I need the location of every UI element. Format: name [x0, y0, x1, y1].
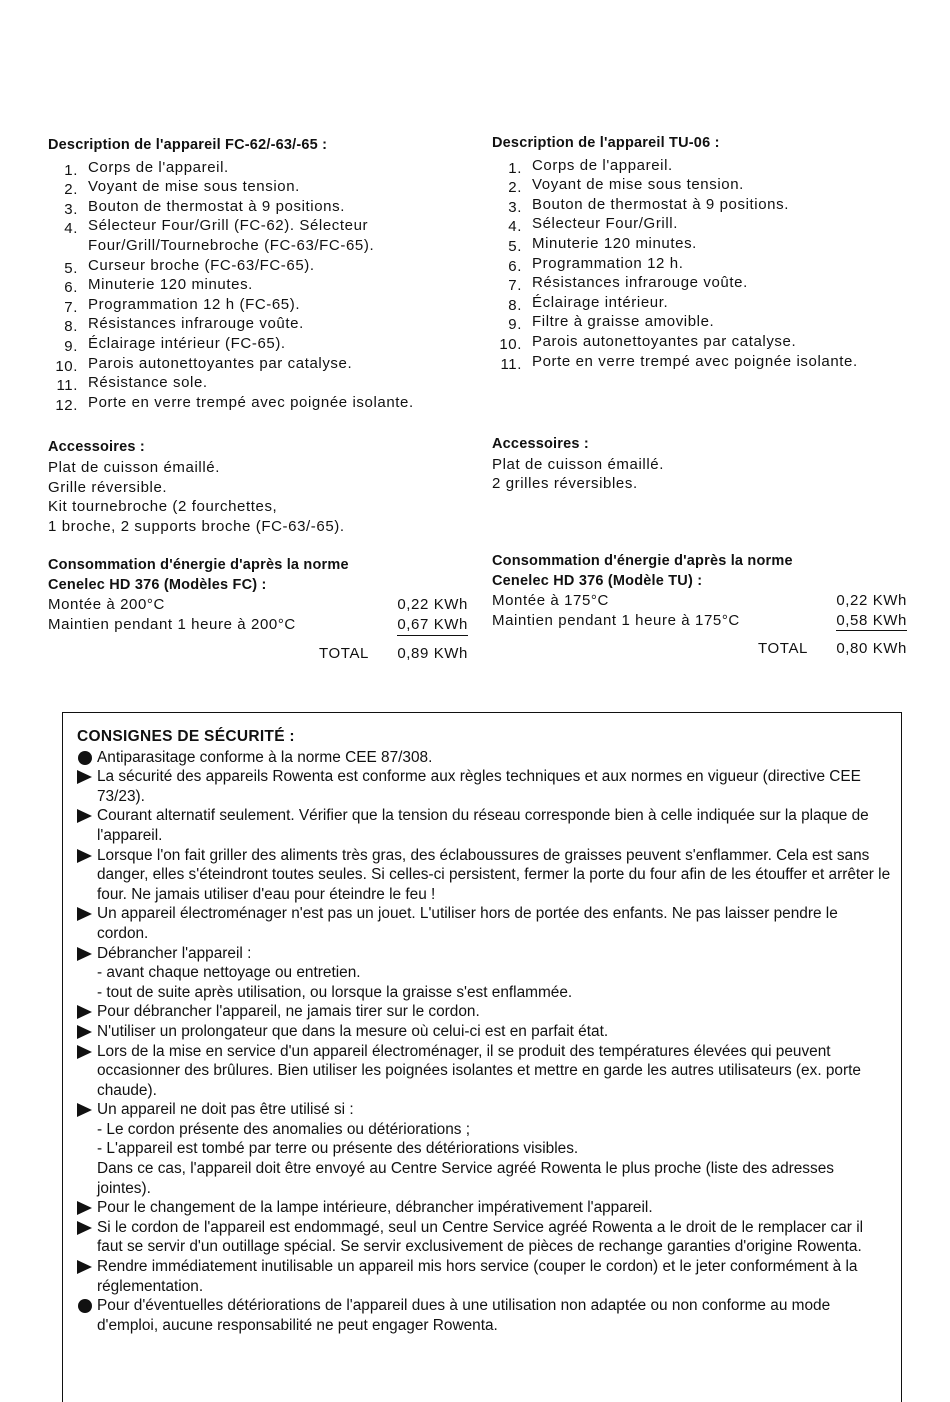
safety-list [77, 748, 892, 1336]
safety-item [77, 1198, 892, 1218]
safety-title: CONSIGNES DE SÉCURITÉ : [77, 728, 295, 745]
safety-item [77, 1100, 892, 1198]
bullet-dot-icon [77, 750, 95, 766]
list-item: 9. Éclairage intérieur (FC-65). [64, 334, 286, 355]
list-item: 9. Filtre à graisse amovible. [508, 313, 715, 334]
left-column [48, 136, 468, 663]
energy-row: Montée à 175°C 0,22 KWh [492, 592, 907, 610]
list-item: 7. Programmation 12 h (FC-65). [64, 295, 301, 316]
right-energy-title: Consommation d'énergie d'après la norme [492, 552, 793, 569]
right-energy-section [492, 552, 907, 659]
bullet-dot-icon [77, 1298, 95, 1314]
safety-item [77, 944, 892, 1003]
bullet-triangle-icon [77, 1259, 95, 1275]
safety-item-text: Rendre immédiatement inutilisable un appareil mis hors service (couper le cordon) et le jeter conformément à la réglementation. [97, 1258, 858, 1295]
list-item: 7. Résistances infrarouge voûte. [508, 274, 748, 295]
safety-box [62, 712, 902, 1402]
left-energy-title: Consommation d'énergie d'après la norme [48, 557, 349, 574]
safety-item [77, 806, 892, 845]
left-energy-subtitle: Cenelec HD 376 (Modèles FC) : [48, 576, 267, 593]
safety-item-text: - tout de suite après utilisation, ou lorsque la graisse s'est enflammée. [97, 983, 573, 1001]
accessory-line: 1 broche, 2 supports broche (FC-63/-65). [48, 517, 345, 535]
accessory-line: Grille réversible. [48, 478, 168, 496]
safety-content [77, 727, 892, 1335]
list-item: 1. Corps de l'appareil. [64, 158, 229, 179]
left-description-title: Description de l'appareil FC-62/-63/-65 : [48, 137, 328, 153]
safety-item-text: Dans ce cas, l'appareil doit être envoyé au Centre Service agréé Rowenta le plus proche (liste des adresses jointes). [97, 1160, 834, 1197]
bullet-triangle-icon [77, 848, 95, 864]
list-item: 11. Porte en verre trempé avec poignée isolante. [500, 352, 858, 373]
safety-item-text: N'utiliser un prolongateur que dans la mesure où celui-ci est en parfait état. [97, 1022, 609, 1040]
left-energy-section [48, 556, 468, 663]
safety-item [77, 1042, 892, 1101]
list-item: 8. Résistances infrarouge voûte. [64, 315, 304, 336]
list-item: 3. Bouton de thermostat à 9 positions. [64, 197, 345, 218]
right-column [492, 134, 907, 659]
list-item: 10. Parois autonettoyantes par catalyse. [499, 332, 797, 353]
safety-item-text: Lorsque l'on fait griller des aliments très gras, des éclaboussures de graisses peuvent s'enflammer. Cela est sans danger, elles s'éteindront toutes seules. Si celles-ci persistent, fermer la porte du four afin de les étouffer et arrêter le four. Ne jamais utiliser d'eau pour éteindre le feu ! [97, 846, 891, 903]
list-item: 6. Minuterie 120 minutes. [64, 276, 253, 297]
safety-item [77, 767, 892, 806]
bullet-triangle-icon [77, 1200, 95, 1216]
right-description-title: Description de l'appareil TU-06 : [492, 135, 720, 151]
energy-row: Montée à 200°C 0,22 KWh [48, 596, 468, 614]
list-item: 8. Éclairage intérieur. [508, 293, 669, 314]
bullet-triangle-icon [77, 946, 95, 962]
list-item: 10. Parois autonettoyantes par catalyse. [55, 354, 353, 375]
left-energy-total: TOTAL 0,89 KWh [319, 644, 468, 662]
energy-row: Maintien pendant 1 heure à 200°C 0,67 KWh [48, 615, 468, 636]
bullet-triangle-icon [77, 1004, 95, 1020]
right-accessories-title: Accessoires : [492, 436, 589, 453]
safety-item [77, 1002, 892, 1022]
list-item: 1. Corps de l'appareil. [508, 156, 673, 177]
safety-item [77, 1022, 892, 1042]
right-description-list [492, 156, 907, 372]
safety-item [77, 904, 892, 943]
bullet-triangle-icon [77, 1220, 95, 1236]
safety-item-text: - avant chaque nettoyage ou entretien. [97, 964, 361, 982]
list-item: 6. Programmation 12 h. [508, 254, 684, 275]
list-item: 12. Porte en verre trempé avec poignée isolante. [55, 393, 414, 414]
energy-row: Maintien pendant 1 heure à 175°C 0,58 KWh [492, 611, 907, 632]
right-energy-subtitle: Cenelec HD 376 (Modèle TU) : [492, 572, 703, 589]
safety-item-text: - L'appareil est tombé par terre ou présente des détériorations visibles. [97, 1140, 579, 1158]
bullet-triangle-icon [77, 1024, 95, 1040]
accessory-line: Plat de cuisson émaillé. [48, 458, 220, 476]
safety-item-text: Lors de la mise en service d'un appareil électroménager, il se produit des températures élevées qui peuvent occasionner des brûlures. Bien utiliser les poignées isolantes et mettre en garde les autres utilisateurs (ex. porte chaude). [97, 1042, 861, 1099]
right-accessories-list [492, 455, 907, 494]
safety-item-text: Courant alternatif seulement. Vérifier que la tension du réseau corresponde bien à celle indiquée sur la plaque de l'appareil. [97, 807, 869, 844]
safety-item-text: Pour le changement de la lampe intérieure, débrancher impérativement l'appareil. [97, 1199, 653, 1217]
list-item: 5. Curseur broche (FC-63/FC-65). [64, 256, 315, 277]
bullet-triangle-icon [77, 1102, 95, 1118]
safety-item-text: - Le cordon présente des anomalies ou détériorations ; [97, 1120, 471, 1138]
bullet-triangle-icon [77, 1044, 95, 1060]
list-item: 5. Minuterie 120 minutes. [508, 234, 697, 255]
left-description-list [48, 158, 468, 413]
list-item: 4. Sélecteur Four/Grill (FC-62). Sélecteur Four/Grill/Tournebroche (FC-63/FC-65). [64, 217, 375, 254]
list-item: 2. Voyant de mise sous tension. [64, 178, 300, 199]
safety-item [77, 846, 892, 905]
list-item: 3. Bouton de thermostat à 9 positions. [508, 195, 789, 216]
safety-item-text: Débrancher l'appareil : [97, 944, 252, 962]
list-item: 4. Sélecteur Four/Grill. [508, 215, 678, 236]
accessory-line: Plat de cuisson émaillé. [492, 455, 664, 473]
safety-item-text: Si le cordon de l'appareil est endommagé, seul un Centre Service agréé Rowenta a le droit de le remplacer car il faut se servir d'un outillage spécial. Se servir exclusivement de pièces de rechange garanties d'origine Rowenta. [97, 1218, 864, 1256]
safety-item [77, 748, 892, 768]
safety-item-text: Un appareil électroménager n'est pas un jouet. L'utiliser hors de portée des enfants. Ne pas laisser pendre le cordon. [97, 905, 838, 942]
bullet-triangle-icon [77, 906, 95, 922]
left-accessories-title: Accessoires : [48, 439, 145, 456]
right-energy-total: TOTAL 0,80 KWh [758, 640, 907, 658]
safety-item-text: Pour d'éventuelles détériorations de l'appareil dues à une utilisation non adaptée ou non conforme au mode d'emploi, aucune responsabilité ne peut engager Rowenta. [97, 1297, 831, 1334]
safety-item-text: Pour débrancher l'appareil, ne jamais tirer sur le cordon. [97, 1003, 480, 1021]
safety-item-text: La sécurité des appareils Rowenta est conforme aux règles techniques et aux normes en vigueur (directive CEE 73/23). [97, 768, 861, 805]
safety-item-text: Antiparasitage conforme à la norme CEE 87/308. [97, 748, 433, 766]
safety-item [77, 1218, 892, 1257]
list-item: 2. Voyant de mise sous tension. [508, 176, 744, 197]
safety-item [77, 1296, 892, 1335]
bullet-triangle-icon [77, 808, 95, 824]
accessory-line: 2 grilles réversibles. [492, 475, 638, 493]
accessory-line: Kit tournebroche (2 fourchettes, [48, 498, 278, 516]
bullet-triangle-icon [77, 769, 95, 785]
safety-item-text: Un appareil ne doit pas être utilisé si : [97, 1101, 354, 1119]
left-accessories-list [48, 458, 468, 536]
safety-item [77, 1257, 892, 1296]
list-item: 11. Résistance sole. [56, 374, 208, 395]
